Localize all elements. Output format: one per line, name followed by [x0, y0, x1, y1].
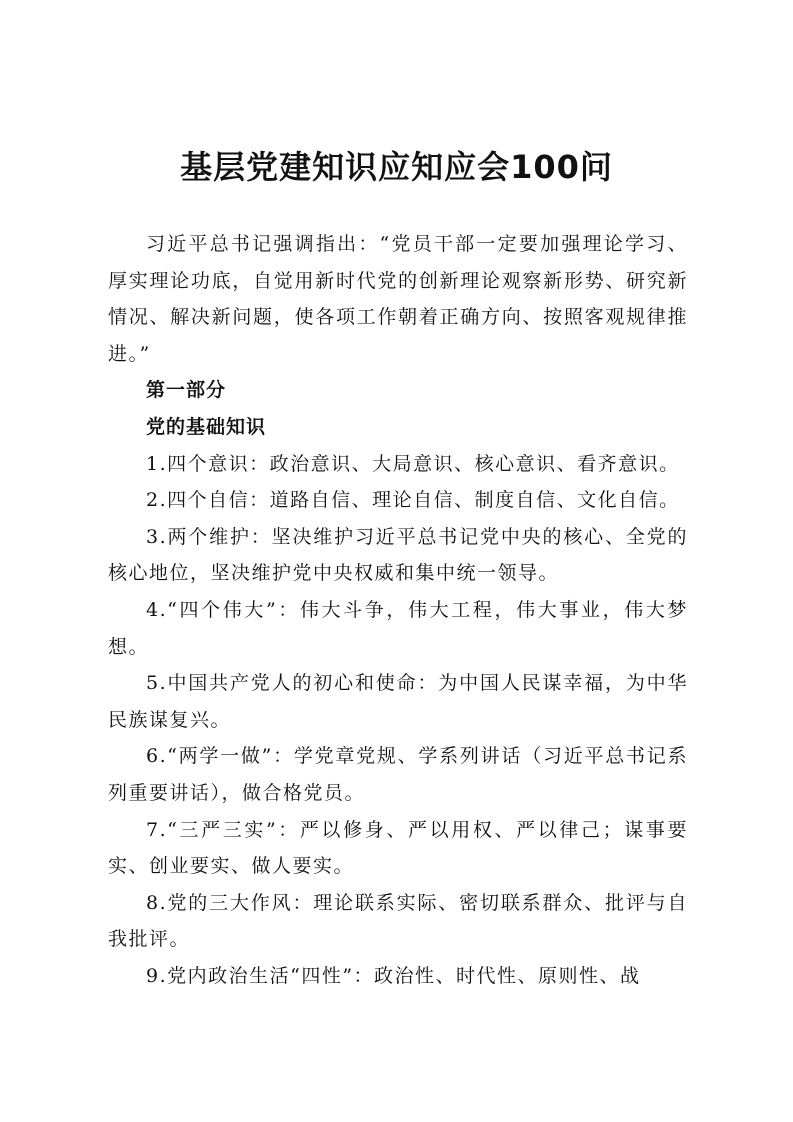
- list-item-4: 4.“四个伟大”：伟大斗争，伟大工程，伟大事业，伟大梦想。: [108, 598, 688, 658]
- document-body: [108, 226, 688, 994]
- section-heading: 党的基础知识: [146, 415, 267, 438]
- document-title: 基层党建知识应知应会100问: [180, 148, 613, 186]
- part-heading: 第一部分: [146, 379, 227, 402]
- list-item-7: 7.“三严三实”：严以修身、严以用权、严以律己；谋事要实、创业要实、做人要实。: [108, 818, 688, 878]
- intro-paragraph: 习近平总书记强调指出：“党员干部一定要加强理论学习、厚实理论功底，自觉用新时代党的创新理论观察新形势、研究新情况、解决新问题，使各项工作朝着正确方向、按照客观规律推进。”: [108, 233, 688, 365]
- list-item-2: 2.四个自信：道路自信、理论自信、制度自信、文化自信。: [146, 489, 680, 512]
- list-item-1: 1.四个意识：政治意识、大局意识、核心意识、看齐意识。: [146, 452, 680, 475]
- list-item-9: 9.党内政治生活“四性”：政治性、时代性、原则性、战: [146, 964, 641, 987]
- list-item-3: 3.两个维护：坚决维护习近平总书记党中央的核心、全党的核心地位，坚决维护党中央权威和集中统一领导。: [108, 525, 688, 585]
- list-item-5: 5.中国共产党人的初心和使命：为中国人民谋幸福，为中华民族谋复兴。: [108, 672, 688, 731]
- list-item-8: 8.党的三大作风：理论联系实际、密切联系群众、批评与自我批评。: [108, 891, 688, 951]
- list-item-6: 6.“两学一做”：学党章党规、学系列讲话（习近平总书记系列重要讲话），做合格党员。: [108, 745, 688, 804]
